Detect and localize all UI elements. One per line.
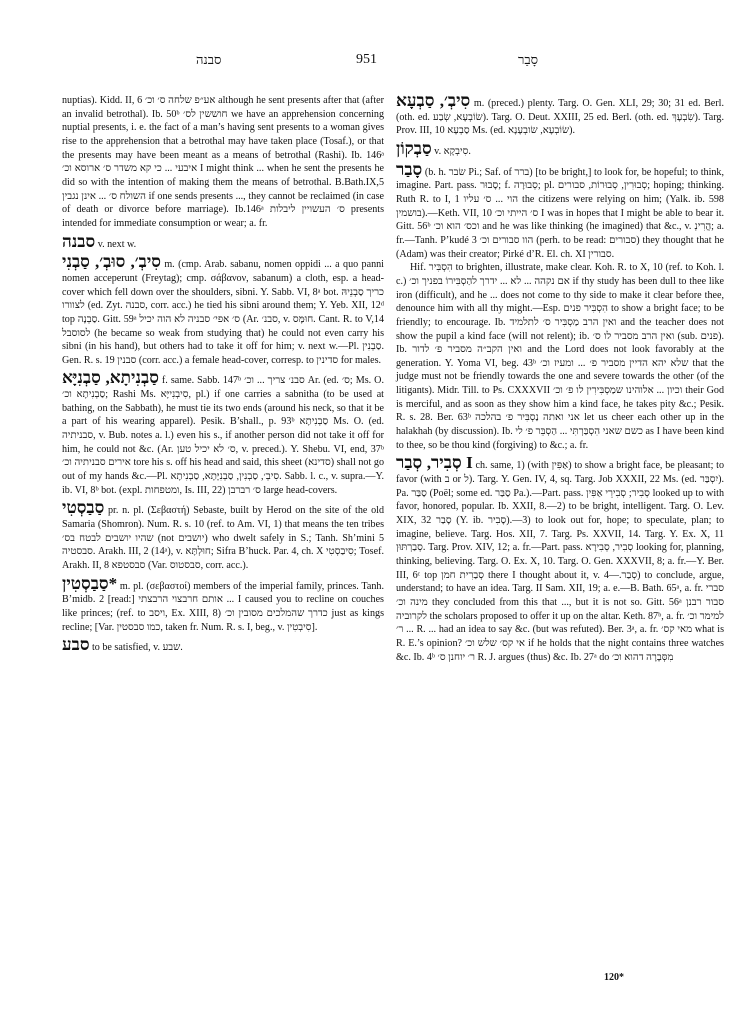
entry-headword: *סַבַסְטִין <box>62 573 118 593</box>
entry-text: m. (preced.) plenty. Targ. O. Gen. XLI, 29; 30; 31 ed. Berl. (oth. ed. שׂוֹבְעָא, שְׂבַע). Targ. O. Deut. XXIII, 25 ed. Berl. (oth. ed. שִׂבְעָךְ). Targ. Prov. III, 10 סַבְעָא Ms. (ed. שׂוֹבְעָא, שׂובְעָנָא). <box>396 98 724 137</box>
dictionary-entry <box>62 498 385 572</box>
entry-headword: סִיבְ׳, סוּבְ׳, סַבְנִי <box>62 252 161 272</box>
entry-text: pr. n. pl. (Σεβαστή) Sebaste, built by Herod on the site of the old Samaria (Shomron). Num. R. s. 10 (ref. to Am. VI, 1) that means the ten tribes שהיו יושבים לבטח בס׳ (not יושבים) who dwelt safely in S.; Tanh. Sh’mini 5 סבסטיה. Arakh. III, 2 (14ᵃ), v. חוּלְתָּא; Sifra B’huck. Par. 4, ch. X סִיבַסְטִי; Tosef. Arakh. II, 8 סבסטפא (Var. סבסטוס, corr. acc.). <box>62 505 385 571</box>
dictionary-entry <box>396 159 725 262</box>
entry-text: Hif. הִסְבִּיר to brighten, illustrate, make clear. Koh. R. to X, 10 (ref. to Koh. l. c.) אם נקהה ... לא ... ידרך להַסְבִּירוֹ בפניך וכ׳ if thy study has been dull to thee like iron (difficult), and he ... does not come to thy side to make it clear before thee, denounce him with all thy might.—Esp. הִסְבִּיר פנים to show a bright face; to be friendly; to encourage. Ib. ואין הרב מַסְבִּיר ס׳ לתלמיד and the teacher does not show the pupil a kind face (will not relent); ib. ואין הרב מסביר לו ס׳ (sub. פנים). Ib. ואין הקב״ה מסביר פ׳ לדור and the Lord does not look favorably at the generation. Y. Yoma VI, beg. 43ᵇ שלא יהא הדיין מסביר פ׳ ... ומעיז וכ׳ that the judge must not be friendly towards the one and severe towards the other (of the litigants). Midr. Till. to Ps. CXXXVII וכיון ... אלוהינו שמַסְבִּירִין לו פ׳ וכ׳ their God is merciful, and as soon as they show him a kind face, he takes pity &c.; Pesik. R. s. 28. Ber. 63ᵇ אני ואתה נַסְבִּיר פ׳ בהלכה let us cheer each other up in the halakhah (by discussion). Ib. כשם שאני הִסְבַּרְתִּי ... הַסְבֵּר פ׳ לי as I have been kind to thee, so be thou kind (forgiving) to &c.; a. fr. <box>396 262 725 451</box>
entry-headword: סַבְקוֹן <box>396 138 432 158</box>
entry-paragraph <box>396 261 724 452</box>
right-column <box>396 91 725 664</box>
entry-text: v. next w. <box>95 238 137 250</box>
header-right-word: סָבַר <box>518 52 539 67</box>
entry-headword: סַבַסְטִי <box>62 498 105 518</box>
page-number: 951 <box>356 52 377 67</box>
dictionary-entry <box>62 252 384 367</box>
signature-mark: 120* <box>604 972 624 983</box>
dictionary-entry <box>62 368 384 497</box>
entry-text: v. סִיבְקָא. <box>431 145 471 157</box>
entry-headword: סבנה <box>62 231 96 251</box>
entry-continuation <box>62 94 384 231</box>
dictionary-entry <box>62 573 384 635</box>
entry-text: (b. h. שׂבר Pi.; Saf. of ברר) [to be bright,] to look for, be hopeful; to think, imagine. Part. pass. סָבוּר; f. סְבוּרָה; pl. סְבוּרִין, סְבוּרוֹת, סבורים; hoping; thinking. Ruth R. to I, 1 הוי ... ס׳ עליו the citizens were relying on him; (Yalk. ib. 598 בושמין).—Keth. VII, 10 ס׳ הייתי וכ׳ I was in hopes that I might be able to bear it. Gitt. 56ᵇ וכס׳ הוא וכ׳ and he was like thinking (he imagined) that &c., v. הֲרִינְ; a. fr.—Tanh. P’kudé 3 הוו סבורים וכ׳ (perh. to be read: סבורים) they thought that he (Adam) was their creator; Pirké d’R. El. ch. XI סבורין. <box>396 166 725 260</box>
entry-headword: סָבַר <box>396 159 423 179</box>
left-column <box>62 94 384 655</box>
entry-text: nuptias). Kidd. II, 6 אע״פ שלחה ס׳ וכ׳ although he sent presents after that (after an invalid betrothal). Ib. 50ᵇ חוששין לס׳ we have an apprehension concerning nuptial presents, i. e. the fact of a man’s having sent presents to a woman gives rise to the apprehension that a betrothal may have taken place (Tosaf.), or that the presents may have been meant as a means of betrothal (Rashi). Ib. 146ᵃ איבעי ... כי קא משדר ס׳ ארוסא וכ׳ I might think ... when he sent the presents he did so with the intention of making them the means of betrothal. B.Bath.IX,5 השולח ס׳ ... אינן נגבין if one sends presents ..., they cannot be reclaimed (in case of death or divorce before marriage). Ib.146ᵃ ס׳ העשויין ליבלות presents intended for immediate consumption or wear; a. fr. <box>62 95 385 229</box>
dictionary-entry <box>396 138 724 159</box>
header-left-word: סבנה <box>196 52 222 67</box>
entry-headword: I סְבִיר, סְבַר <box>396 453 473 473</box>
entry-headword: סבע <box>62 635 90 655</box>
entry-text: m. (cmp. Arab. sabanu, nomen oppidi ... a quo panni nomen acceperunt (Freytag); cmp. σάβανον, sabanum) a cloth, esp. a head-cover which fell down over the shoulders, sibni. Y. Sabb. VI, 8ᵃ bot. כריך סַבְנֵיהּ לצוורו (ed. Zyt. סבנה, corr. acc.) he tied his sibni around them; Y. Yeb. XII, 12ᵈ top סַבְנָה. Gitt. 59ᵃ ס׳ אפי׳ סבניה לא הוה יכיל (Ar. סבנ׳, v. חוּמָּס. Cant. R. to V,14 לסוסבל (he became so weak from studying that) he could not even carry his sibni (in his hand), but others had to take it off for him; v. next w.—Pl. סַבְנִין. Gen. R. s. 19 סבנין (corr. acc.) a female head-cover, corresp. to סדינין for males. <box>62 259 384 366</box>
entry-headword: סַבְנִיתָא, סַבְנִיָּא <box>62 368 159 388</box>
entry-text: f. same. Sabb. 147ᵇ סבנ׳ צריך ... וכ׳ Ar. (ed. ס׳; Ms. O. סַבְנִיתָא וכ׳; Rashi Ms. סִיבְנִייָּא, pl.) if one carries a sabnitha (to be used at bathing, on the Sabbath), he must tie its two ends (around his neck, so that it be a part of his wearing apparel). Pesik. B’shall., p. 93ᵇ סַבְנִיתָא Ms. O. (ed. סבניתיה, v. Bub. notes a. l.) even his s., if another person did not take it off for him, he could not &c. (Ar. ס׳ לא יכיל טען, v. preced.). Y. Shebu. VI, end, 37ᵇ אירים סבניתיה וכ׳ tore his s. off his head and said, this sheet (סדינא) shall not go out of my hands &c.—Pl. סִיבְ׳, סַבְנִין, סַבְנִיָּתָא, סַבְנִיתָא. Sabb. l. c., v. supra.—Y. ib. VI, 8ᵇ bot. (expl. ומטפחות, Is. III, 22) ס׳ רברבן large head-covers. <box>62 375 384 496</box>
dictionary-entry <box>62 635 384 655</box>
entry-text: to be satisfied, v. שבע. <box>89 642 183 654</box>
entry-headword: סִיבְ׳, סַבְעָא <box>396 91 471 110</box>
entry-text: ch. same, 1) (with אַפִּין) to show a bright face, be pleasant; to favor (with ב or ל). Targ. Y. Gen. IV, 4, sq. Targ. Job XXXII, 22 Ms. (ed. יִסְבַּר). Pa. סַבַּר (Poël; some ed. סַבַּר Pa.).—Part. pass. סְבִיר; סְבִירֵי אַפִּין looked up to with favor, honored, popular. Ib. XXII, 8.—2) to be bright, intelligent. Targ. O. Lev. XIX, 32 סָבַר (Y. ib. סָבִיר).—3) to look out for, hope; to speculate, plan; to imagine, believe. Targ. Hos. XII, 7. Targ. Ps. XXVII, 14. Targ. Y. Ex. X, 11 סְבַרְתּוּן. Targ. Prov. XIV, 12; a. fr.—Part. pass. סְבִיר, סְבִירָא looking for, planning, thinking, believing. Targ. O. Ex. X, 10. Targ. O. Gen. XXXVII, 8; a. fr.—Y. Ber. III, 6ᶜ top סְבַרִית חמן there I thought about it, v. סְבַר.—4) to conclude, argue, understand; to have an idea. Targ. II Sam. XII, 19; a. e.—B. Bath. 65ᵃ, a. fr. סברי מינה וכ׳ they concluded from this that ..., but it is not so. Gitt. 56ᵃ סבור רבנן לקרוביה the scholars proposed to offer it up on the altar. Keth. 87ᵇ, a. fr. למימר וכ׳ ... ר׳ R. ... had an idea to say &c. (but was refuted). Ber. 3ᵃ, a. fr. מאי קס׳ what is R. E.’s opinion? אי קס׳ שלש וכ׳ if he holds that the night contains three watches &c. Ib. 4ᵇ ר׳ יוחנן ס׳ R. J. argues (thus) &c. Ib. 27ᵃ do מִסְּבָרָה דהוא וכ׳ <box>396 460 725 663</box>
dictionary-entry <box>396 91 724 138</box>
dictionary-entry <box>62 231 384 252</box>
entry-text: m. pl. (σεβαστοί) members of the imperial family, princes. Tanh. B’midb. 2 [read:] אותם חרבצוי הרבצתי ... I caused you to recline on couches like princes; (ref. to ויסב, Ex. XIII, 8) כדרך שהמלכים מסובין וכ׳ just as kings recline; [Var. כמו סבסטין, taken fr. Num. R. s. I, beg., v. סִיבְטִין]. <box>62 580 384 633</box>
dictionary-entry <box>396 453 725 664</box>
